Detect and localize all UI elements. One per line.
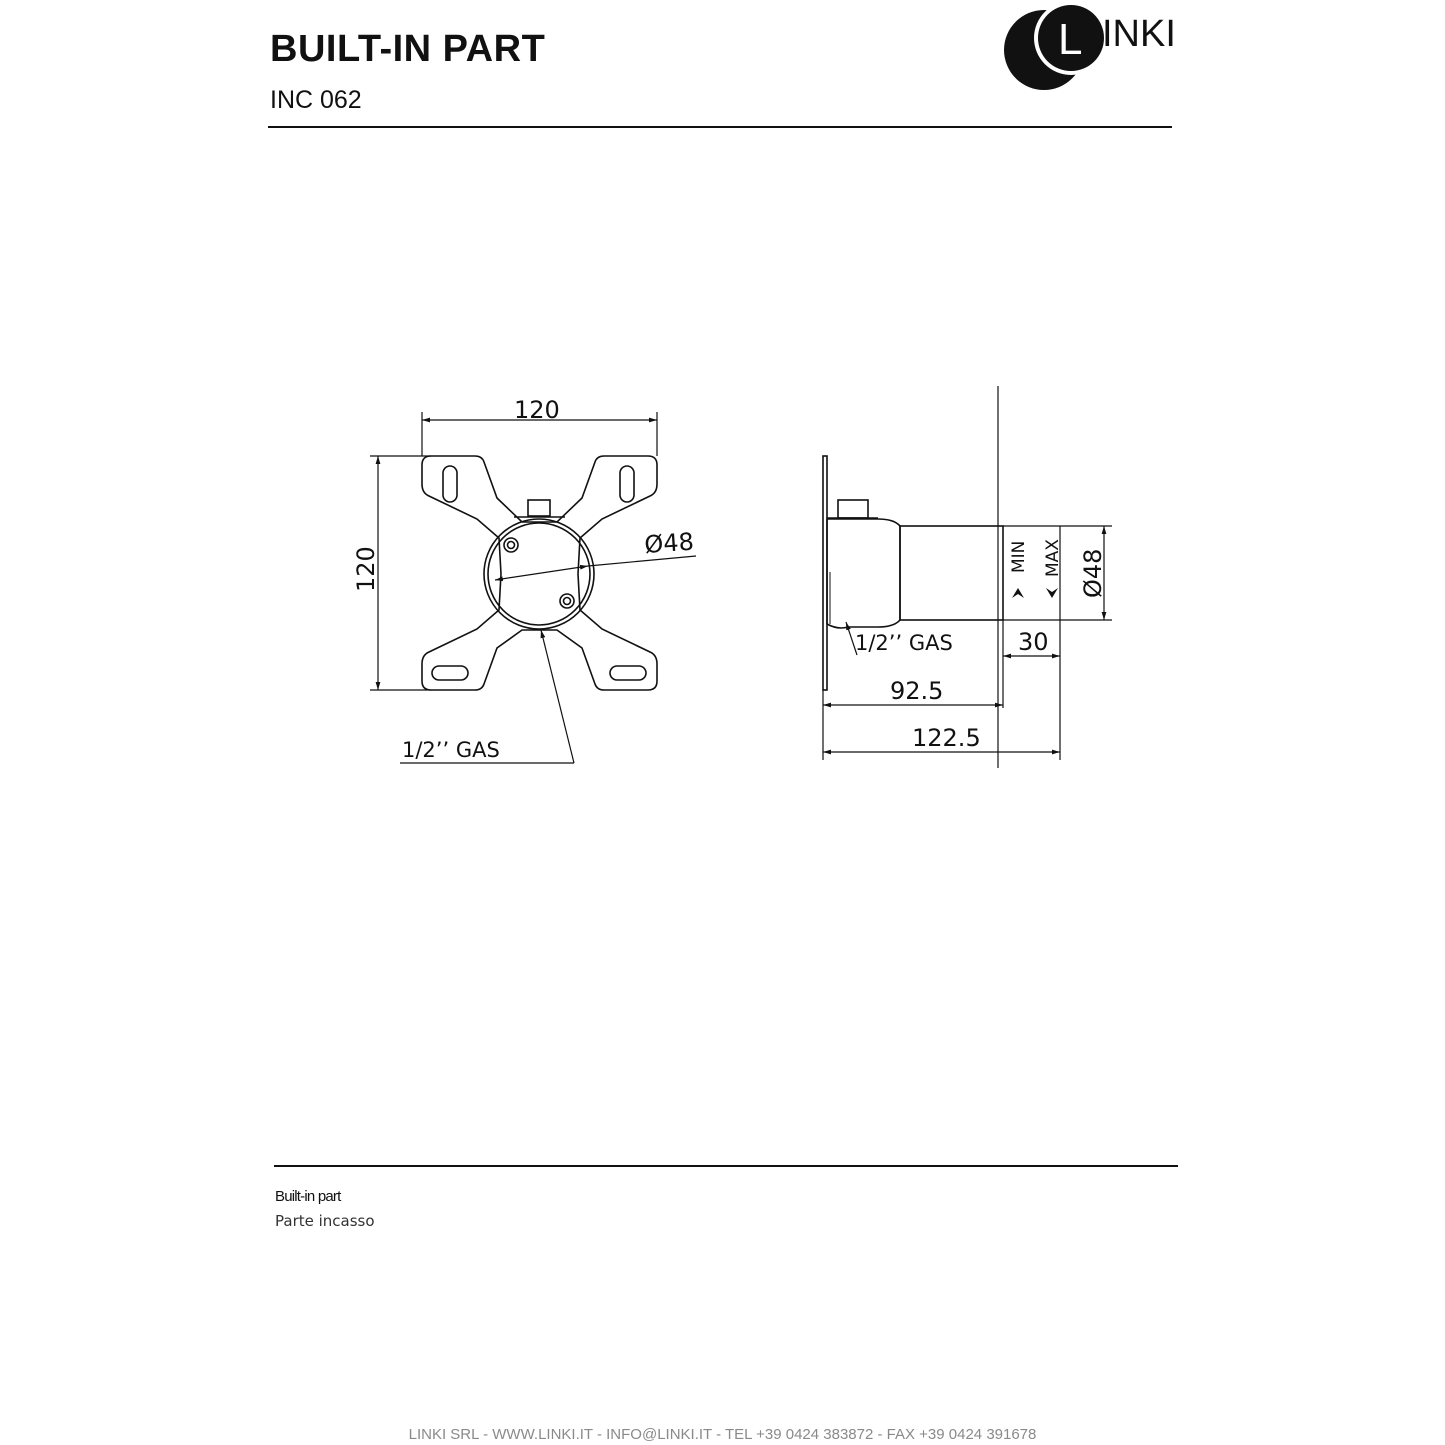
min-label: MIN [1009,540,1029,573]
depth-92-5-label: 92.5 [890,677,944,705]
caption-english: Built-in part [275,1188,341,1205]
caption-italian: Parte incasso [275,1212,375,1230]
side-diameter-label: Ø48 [1079,548,1107,598]
screw-head [564,598,571,605]
mounting-slot [620,466,634,502]
max-label: MAX [1043,539,1063,577]
logo-letter: L [1058,15,1083,64]
front-diameter-label: Ø48 [643,527,695,559]
caption-divider [274,1165,1178,1167]
diameter-leader [588,556,696,566]
depth-30-label: 30 [1018,628,1049,656]
page-title: BUILT-IN PART [270,28,546,70]
cartridge-body [900,526,1003,620]
side-view [823,386,1060,768]
width-120-label: 120 [514,396,560,424]
front-dimensions [370,412,696,763]
mounting-slot [610,666,646,680]
side-spindle [838,500,868,518]
min-arrow-icon [1012,588,1024,598]
max-arrow-icon [1046,588,1058,598]
height-120-label: 120 [352,546,380,592]
logo-wordmark: INKI [1102,13,1176,55]
screw [504,538,518,552]
mounting-slot [432,666,468,680]
body-inner-circle [488,523,590,625]
depth-122-5-label: 122.5 [912,724,981,752]
spindle [528,500,550,516]
product-code: INC 062 [270,86,362,114]
screw-head [508,542,515,549]
valve-housing [827,519,900,628]
front-gas-label: 1/2’’ GAS [402,738,500,762]
screw [560,594,574,608]
footer-contact: LINKI SRL - WWW.LINKI.IT - INFO@LINKI.IT - TEL +39 0424 383872 - FAX +39 0424 391678 [408,1426,1037,1443]
mounting-slot [443,466,457,502]
gas-leader [541,630,574,763]
side-gas-label: 1/2’’ GAS [855,631,953,655]
diameter-dimension-line [495,566,588,580]
